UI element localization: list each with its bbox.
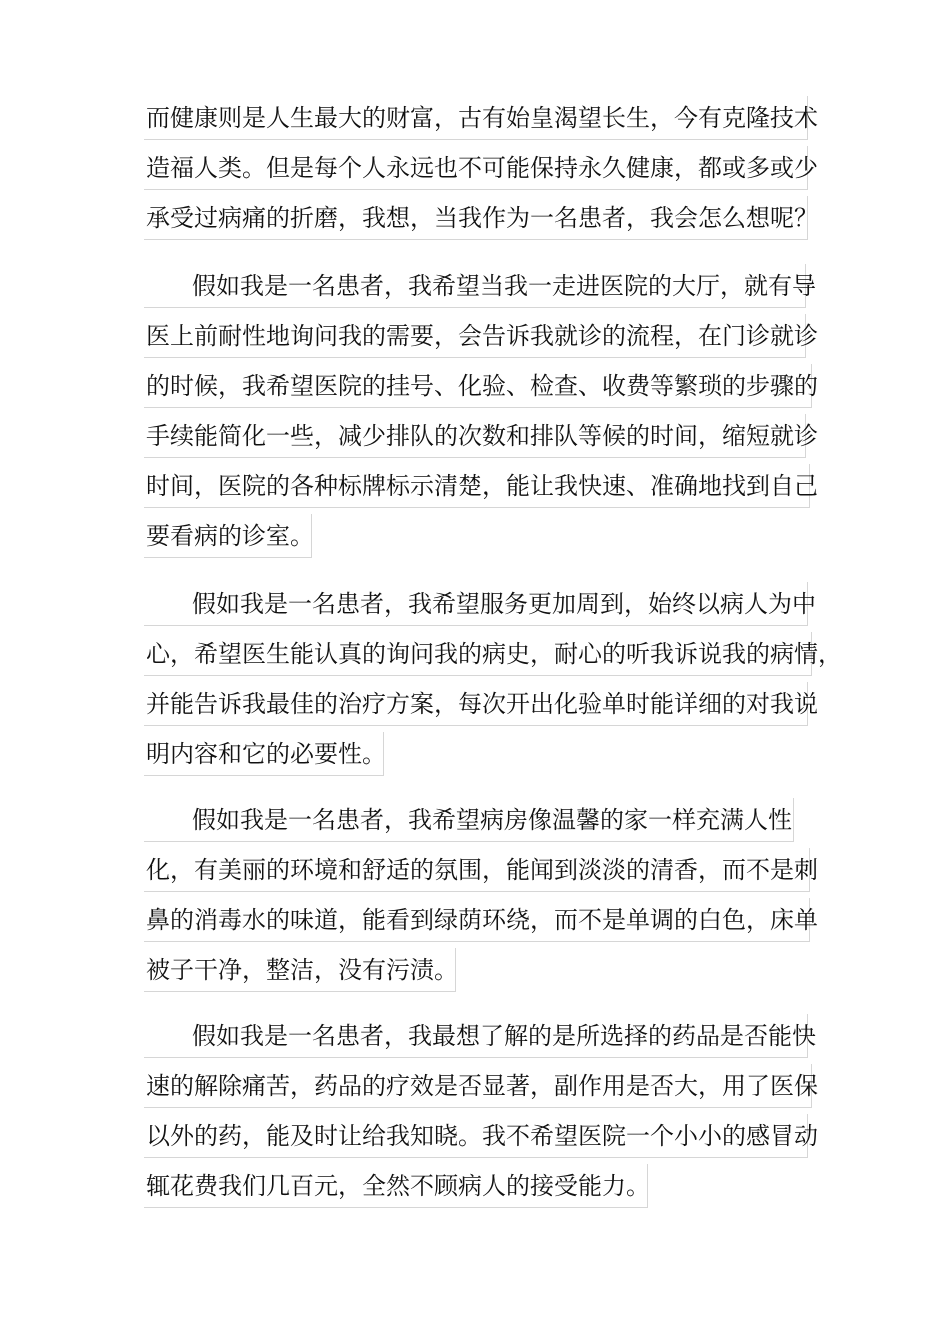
paragraph-5 [144,1012,816,1212]
paragraph-3 [144,580,842,780]
paragraph-2 [144,262,816,562]
text-line: 假如我是一名患者，我希望服务更加周到，始终以病人为中 [144,580,816,628]
paragraph-1 [144,94,816,244]
text-line: 承受过病痛的折磨，我想，当我作为一名患者，我会怎么想呢？ [144,194,816,242]
text-line: 明内容和它的必要性。 [144,730,816,778]
text-line: 辄花费我们几百元，全然不顾病人的接受能力。 [144,1162,816,1210]
text-line: 被子干净，整洁，没有污渍。 [144,946,816,994]
text-line: 化，有美丽的环境和舒适的氛围，能闻到淡淡的清香，而不是刺 [144,846,816,894]
text-line: 的时候，我希望医院的挂号、化验、检查、收费等繁琐的步骤的 [144,362,816,410]
paragraph-4 [144,796,816,996]
text-line: 手续能简化一些，减少排队的次数和排队等候的时间，缩短就诊 [144,412,816,460]
text-line: 并能告诉我最佳的治疗方案，每次开出化验单时能详细的对我说 [144,680,816,728]
text-line: 鼻的消毒水的味道，能看到绿荫环绕，而不是单调的白色，床单 [144,896,816,944]
text-line: 速的解除痛苦，药品的疗效是否显著，副作用是否大，用了医保 [144,1062,816,1110]
text-line: 假如我是一名患者，我最想了解的是所选择的药品是否能快 [144,1012,816,1060]
text-line: 要看病的诊室。 [144,512,816,560]
text-line: 造福人类。但是每个人永远也不可能保持永久健康，都或多或少 [144,144,816,192]
text-line: 而健康则是人生最大的财富，古有始皇渴望长生，今有克隆技术 [144,94,816,142]
text-line: 假如我是一名患者，我希望病房像温馨的家一样充满人性 [144,796,816,844]
text-line: 医上前耐性地询问我的需要，会告诉我就诊的流程，在门诊就诊 [144,312,816,360]
text-line: 心，希望医生能认真的询问我的病史，耐心的听我诉说我的病情， [144,630,816,678]
text-line: 假如我是一名患者，我希望当我一走进医院的大厅，就有导 [144,262,816,310]
text-line: 以外的药，能及时让给我知晓。我不希望医院一个小小的感冒动 [144,1112,816,1160]
text-line: 时间，医院的各种标牌标示清楚，能让我快速、准确地找到自己 [144,462,816,510]
